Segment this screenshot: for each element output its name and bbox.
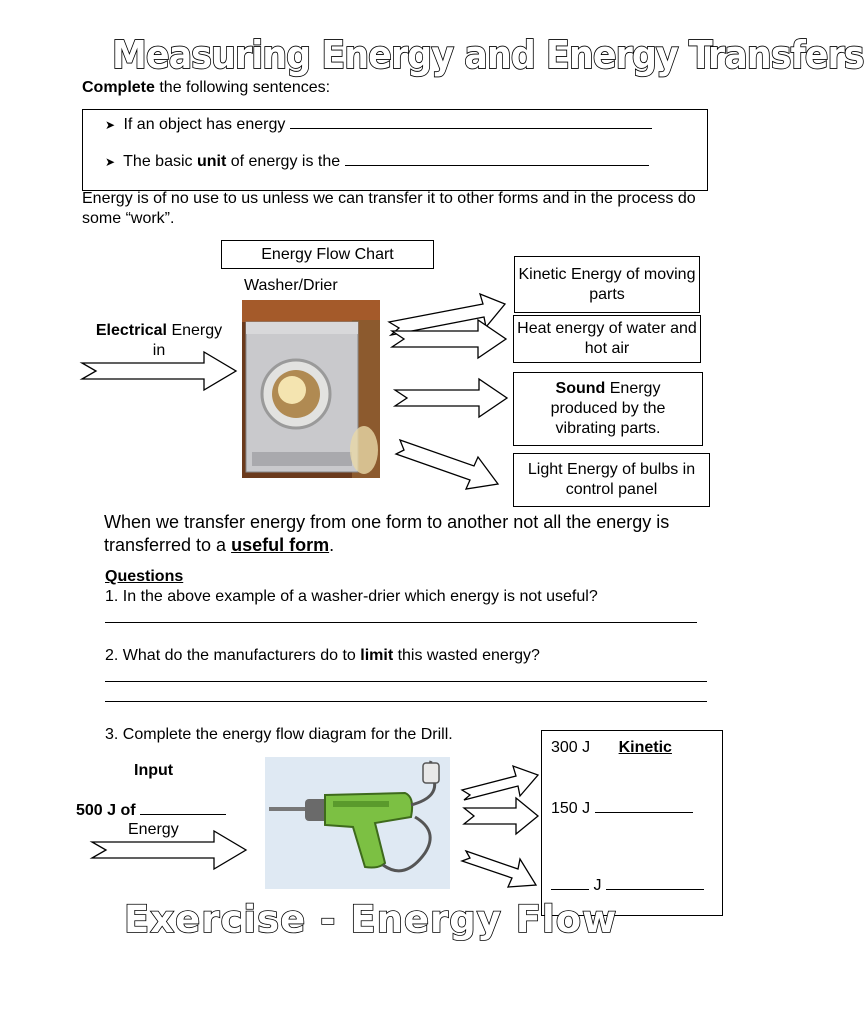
drill-input-label: Input [134,762,174,779]
footer-title: Exercise - Energy Flow [124,898,618,941]
answer-blank[interactable] [595,798,693,813]
answer-line[interactable] [105,681,707,682]
sentence-1: ➤ If an object has energy [105,114,652,134]
answer-blank[interactable] [551,875,589,890]
intro-instruction: Complete the following sentences: [82,79,331,96]
page-title: Measuring Energy and Energy Transfers [112,34,864,78]
drill-output-3: J [551,875,704,896]
answer-blank[interactable] [290,114,652,129]
work-paragraph: Energy is of no use to us unless we can transfer it to other forms and in the process do some “work”. [82,190,696,227]
answer-blank[interactable] [140,800,226,815]
drill-output-box [541,730,723,916]
output-arrow-icon [390,318,510,360]
question-3: 3. Complete the energy flow diagram for the Drill. [105,726,453,743]
sentences-box [82,109,708,191]
drill-input-energy: Energy [128,821,179,838]
drill-output-1: 300 J Kinetic [551,739,672,756]
drill-output-2: 150 J [551,798,693,819]
flow-chart-heading: Energy Flow Chart [221,240,434,269]
output-arrow-icon [393,377,511,419]
arrowhead-bullet-icon: ➤ [105,155,116,169]
output-light-box: Light Energy of bulbs in control panel [513,453,710,507]
output-arrow-icon [392,436,504,496]
answer-blank[interactable] [606,875,704,890]
drill-output-arrow-icon [460,847,540,893]
questions-heading: Questions [105,568,184,585]
drill-image [265,757,450,889]
arrowhead-bullet-icon: ➤ [105,118,116,132]
output-sound-box: Sound Energy produced by the vibrating parts. [513,372,703,446]
question-2: 2. What do the manufacturers do to limit this wasted energy? [105,647,540,664]
output-heat-box: Heat energy of water and hot air [513,315,701,363]
device-label: Washer/Drier [244,277,338,294]
drill-input-value: 500 J of [76,800,226,821]
output-kinetic-box: Kinetic Energy of moving parts [514,256,700,313]
input-energy-label: Electrical Energy in [95,322,223,359]
sentence-2: ➤ The basic unit of energy is the [105,151,649,171]
answer-blank[interactable] [345,151,649,166]
drill-output-arrow-icon [462,796,542,836]
input-arrow-icon [80,350,240,392]
washer-drier-image [242,300,380,478]
answer-line[interactable] [105,701,707,702]
transfer-statement: When we transfer energy from one form to another not all the energy is transferred to a useful form. [104,512,670,555]
drill-input-arrow-icon [90,829,250,871]
answer-line[interactable] [105,622,697,623]
question-1: 1. In the above example of a washer-drier which energy is not useful? [105,588,598,605]
